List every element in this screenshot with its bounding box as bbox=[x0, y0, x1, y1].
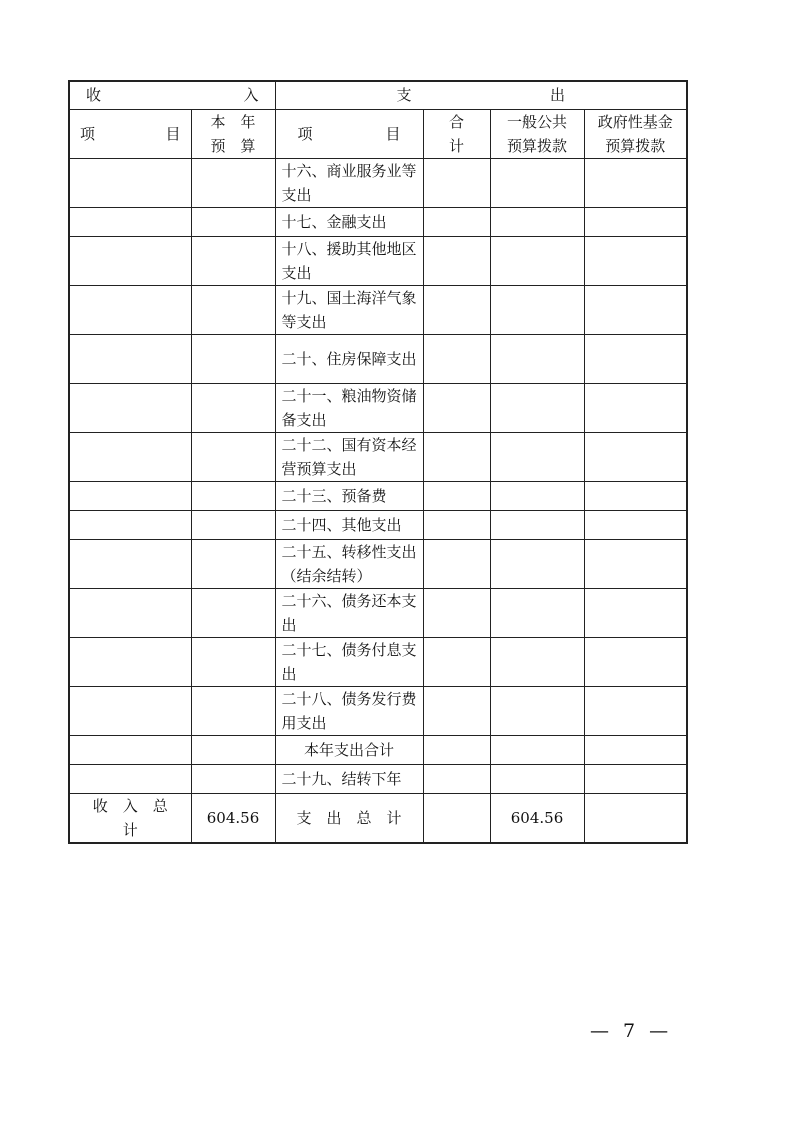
expense-subtotal-label: 本年支出合计 bbox=[275, 735, 423, 764]
col-total-line2: 计 bbox=[448, 136, 464, 155]
expense-item: 二十八、债务发行费用支出 bbox=[275, 686, 423, 735]
expense-header-right: 出 bbox=[550, 86, 566, 105]
income-header bbox=[69, 81, 275, 109]
fund-budget-total bbox=[584, 793, 687, 843]
col-budget-line2: 预 算 bbox=[210, 136, 256, 155]
table-row bbox=[69, 637, 687, 686]
expense-item: 十六、商业服务业等支出 bbox=[275, 158, 423, 207]
table-row bbox=[69, 588, 687, 637]
expense-header bbox=[275, 81, 687, 109]
table-row bbox=[69, 383, 687, 432]
expense-item: 二十、住房保障支出 bbox=[275, 334, 423, 383]
col-total-line1: 合 bbox=[448, 112, 464, 131]
totals-row bbox=[69, 793, 687, 843]
col-income-item-left: 项 bbox=[80, 124, 96, 143]
col-general-line1: 一般公共 bbox=[506, 112, 567, 131]
expense-item: 十九、国土海洋气象等支出 bbox=[275, 285, 423, 334]
income-total-label-line1: 收 入 总 bbox=[92, 796, 168, 815]
table-row bbox=[69, 735, 687, 764]
expense-item: 二十七、债务付息支出 bbox=[275, 637, 423, 686]
expense-item: 二十三、预备费 bbox=[275, 481, 423, 510]
col-fund-budget bbox=[584, 109, 687, 158]
column-header-row bbox=[69, 109, 687, 158]
table-row bbox=[69, 764, 687, 793]
expense-item: 二十九、结转下年 bbox=[275, 764, 423, 793]
budget-table bbox=[68, 80, 688, 844]
expense-item: 二十六、债务还本支出 bbox=[275, 588, 423, 637]
col-fund-line2: 预算拨款 bbox=[605, 136, 666, 155]
col-budget-line1: 本 年 bbox=[210, 112, 256, 131]
table-row bbox=[69, 207, 687, 236]
income-total-label bbox=[69, 793, 191, 843]
expense-total-sum bbox=[423, 793, 490, 843]
table-row bbox=[69, 510, 687, 539]
col-general-budget bbox=[490, 109, 584, 158]
section-header-row bbox=[69, 81, 687, 109]
expense-item: 二十二、国有资本经营预算支出 bbox=[275, 432, 423, 481]
col-expense-item-left: 项 bbox=[297, 124, 313, 143]
expense-header-left: 支 bbox=[396, 86, 412, 105]
expense-item: 二十四、其他支出 bbox=[275, 510, 423, 539]
table-row bbox=[69, 285, 687, 334]
expense-item: 十七、金融支出 bbox=[275, 207, 423, 236]
col-income-item bbox=[69, 109, 191, 158]
expense-total-label: 支 出 总 计 bbox=[275, 793, 423, 843]
table-row bbox=[69, 334, 687, 383]
income-header-right: 入 bbox=[243, 86, 259, 105]
table-row bbox=[69, 539, 687, 588]
expense-item: 十八、援助其他地区支出 bbox=[275, 236, 423, 285]
expense-item: 二十一、粮油物资储备支出 bbox=[275, 383, 423, 432]
col-general-line2: 预算拨款 bbox=[506, 136, 567, 155]
table-row bbox=[69, 686, 687, 735]
table-row bbox=[69, 236, 687, 285]
col-total bbox=[423, 109, 490, 158]
col-income-item-right: 目 bbox=[165, 124, 181, 143]
table-row bbox=[69, 432, 687, 481]
col-budget bbox=[191, 109, 275, 158]
table-row bbox=[69, 481, 687, 510]
income-total-label-line2: 计 bbox=[122, 820, 138, 839]
col-expense-item bbox=[275, 109, 423, 158]
income-total-amount: 604.56 bbox=[191, 793, 275, 843]
table-row bbox=[69, 158, 687, 207]
col-fund-line1: 政府性基金 bbox=[597, 112, 673, 131]
general-budget-total: 604.56 bbox=[490, 793, 584, 843]
col-expense-item-right: 目 bbox=[385, 124, 401, 143]
expense-item: 二十五、转移性支出（结余结转） bbox=[275, 539, 423, 588]
income-header-left: 收 bbox=[86, 86, 102, 105]
page-number: — 7 — bbox=[590, 1020, 673, 1042]
